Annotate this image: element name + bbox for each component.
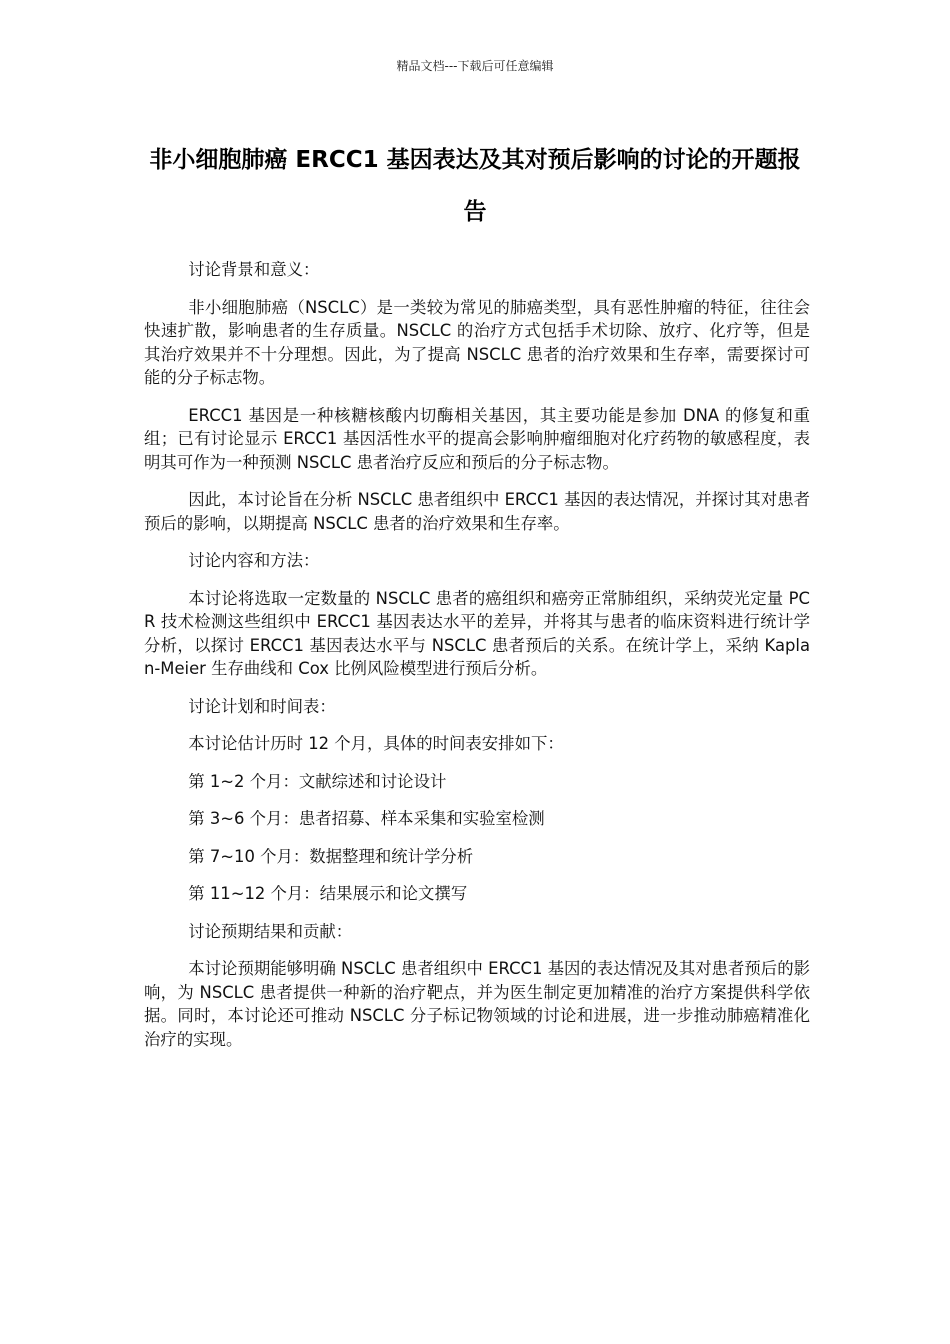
section-heading-schedule: 讨论计划和时间表：	[188, 696, 336, 716]
paragraph-background-1: 非小细胞肺癌（NSCLC）是一类较为常见的肺癌类型，具有恶性肿瘤的特征，往往会快速扩散，影响患者的生存质量。NSCLC 的治疗方式包括手术切除、放疗、化疗等，但是其治疗效果并不十分理想。因此，为了提高 NSCLC 患者的治疗效果和生存率，需要探讨可能的分子标志物。	[144, 297, 810, 387]
document-body	[144, 258, 810, 1065]
paragraph-background-3: 因此，本讨论旨在分析 NSCLC 患者组织中 ERCC1 基因的表达情况，并探讨其对患者预后的影响，以期提高 NSCLC 患者的治疗效果和生存率。	[144, 490, 810, 533]
schedule-item-1: 第 1~2 个月：文献综述和讨论设计	[188, 771, 447, 791]
header-note: 精品文档---下载后可任意编辑	[396, 59, 554, 73]
document-title: 非小细胞肺癌 ERCC1 基因表达及其对预后影响的讨论的开题报告	[149, 147, 801, 225]
section-heading-background: 讨论背景和意义：	[188, 260, 320, 279]
schedule-item-3: 第 7~10 个月：数据整理和统计学分析	[188, 846, 474, 866]
section-heading-outcomes: 讨论预期结果和贡献：	[188, 921, 353, 941]
schedule-item-2: 第 3~6 个月：患者招募、样本采集和实验室检测	[188, 809, 545, 828]
section-heading-methods: 讨论内容和方法：	[188, 551, 320, 570]
paragraph-methods: 本讨论将选取一定数量的 NSCLC 患者的癌组织和癌旁正常肺组织，采纳荧光定量 PCR 技术检测这些组织中 ERCC1 基因表达水平的差异，并将其与患者的临床资料进行统计学分析，以探讨 ERCC1 基因表达水平与 NSCLC 患者预后的关系。在统计学上，采纳 Kaplan-Meier 生存曲线和 Cox 比例风险模型进行预后分析。	[144, 588, 810, 678]
paragraph-background-2: ERCC1 基因是一种核糖核酸内切酶相关基因，其主要功能是参加 DNA 的修复和重组；已有讨论显示 ERCC1 基因活性水平的提高会影响肿瘤细胞对化疗药物的敏感程度，表明其可作为一种预测 NSCLC 患者治疗反应和预后的分子标志物。	[144, 405, 810, 472]
paragraph-outcomes: 本讨论预期能够明确 NSCLC 患者组织中 ERCC1 基因的表达情况及其对患者预后的影响，为 NSCLC 患者提供一种新的治疗靶点，并为医生制定更加精准的治疗方案提供科学依据。同时，本讨论还可推动 NSCLC 分子标记物领域的讨论和进展，进一步推动肺癌精准化治疗的实现。	[144, 959, 810, 1049]
paragraph-schedule-intro: 本讨论估计历时 12 个月，具体的时间表安排如下：	[188, 734, 564, 753]
schedule-item-4: 第 11~12 个月：结果展示和论文撰写	[188, 884, 468, 903]
